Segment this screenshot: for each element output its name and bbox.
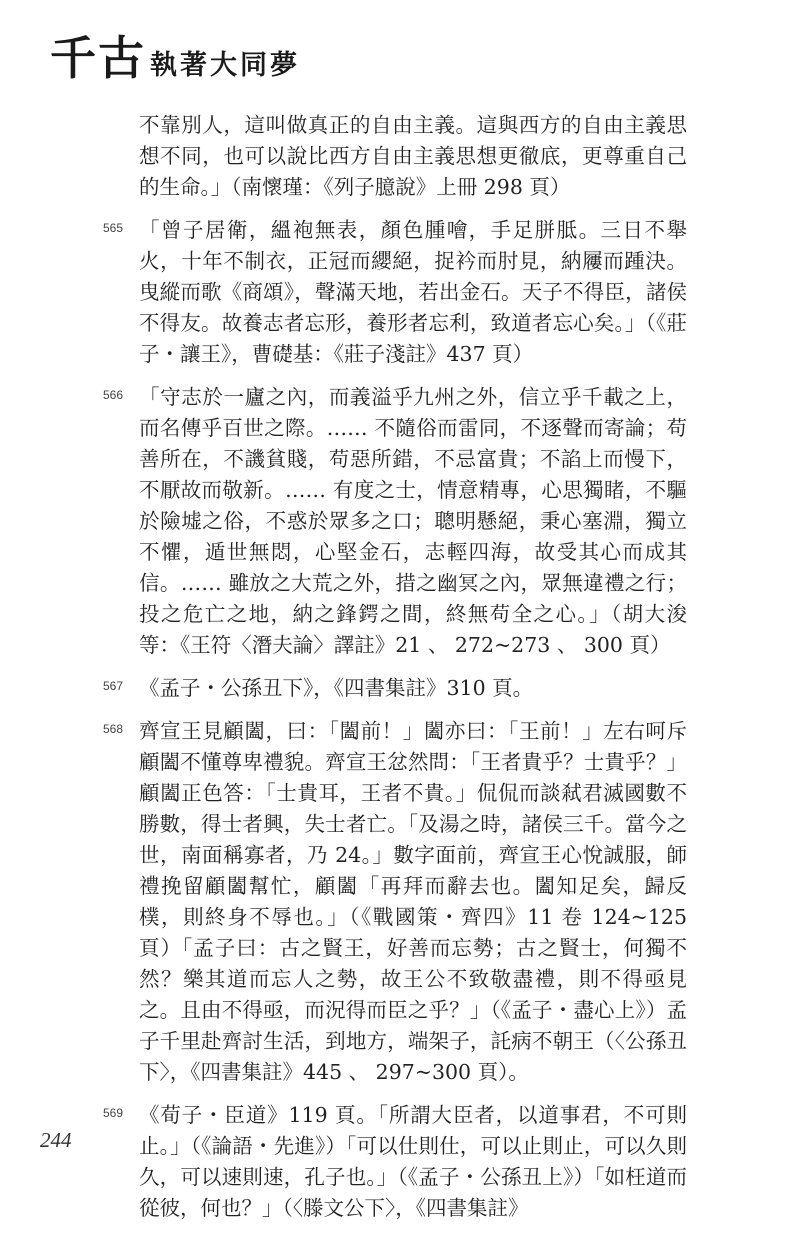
running-header xyxy=(50,24,300,84)
book-title-sub: 執著大同夢 xyxy=(150,50,300,81)
footnote-number: 566 xyxy=(103,388,124,402)
footnote-568 xyxy=(103,716,687,1088)
footnote-569 xyxy=(103,1100,687,1224)
footnote-text: 「曾子居衛，縕袍無表，顏色腫噲，手足胼胝。三日不舉火，十年不制衣，正冠而纓絕，捉衿而肘見，納屨而踵決。曳縱而歌《商頌》，聲滿天地，若出金石。天子不得臣，諸侯不得友。故養志者忘形，養形者忘利，致道者忘心矣。」（《莊子・讓王》，曹礎基：《莊子淺註》437 頁） xyxy=(139,218,687,366)
footnote-text: 《荀子・臣道》119 頁。「所謂大臣者，以道事君，不可則止。」（《論語・先進》）「可以仕則仕，可以止則止，可以久則久，可以速則速，孔子也。」（《孟子・公孫丑上》）「如枉道而從彼，何也？」（〈滕文公下〉，《四書集註》 xyxy=(139,1103,687,1220)
footnote-number: 565 xyxy=(103,221,124,235)
footnote-text: 齊宣王見顧闔，曰：「闔前！」闔亦曰：「王前！」左右呵斥顧闔不懂尊卑禮貌。齊宣王忿然問：「王者貴乎？士貴乎？」顧闔正色答：「士貴耳，王者不貴。」侃侃而談弒君滅國數不勝數，得士者興，失士者亡。「及湯之時，諸侯三千。當今之世，南面稱寡者，乃 24。」數字面前，齊宣王心悅誠服，師禮挽留顧闔幫忙，顧闔「再拜而辭去也。闔知足矣，歸反樸，則終身不辱也。」（《戰國策・齊四》11 卷 124~125 頁）「孟子曰：古之賢王，好善而忘勢；古之賢士，何獨不然？樂其道而忘人之勢，故王公不致敬盡禮，則不得亟見之。且由不得亟，而況得而臣之乎？」（《孟子・盡心上》）孟子千里赴齊討生活，到地方，端架子，託病不朝王（〈公孫丑下〉，《四書集註》445 、 297~300 頁）。 xyxy=(139,719,687,1084)
footnote-566 xyxy=(103,382,687,661)
book-title-main: 千古 xyxy=(50,31,146,85)
footnote-text: 「守志於一廬之內，而義溢乎九州之外，信立乎千載之上，而名傳乎百世之際。…… 不隨俗而雷同，不逐聲而寄論；苟善所在，不譏貧賤，苟惡所錯，不忌富貴；不諂上而慢下，不厭故而敬新。…… 有度之士，情意精專，心思獨睹，不驅於險墟之俗，不惑於眾多之口；聰明懸絕，秉心塞淵，獨立不懼，遁世無悶，心堅金石，志輕四海，故受其心而成其信。…… 雖放之大荒之外，措之幽冥之內，眾無違禮之行；投之危亡之地，納之鋒鍔之間，終無苟全之心。」（胡大浚等：《王符〈潛夫論〉譯註》21 、 272~273 、 300 頁） xyxy=(139,385,687,657)
footnote-continuation xyxy=(139,110,687,203)
footnote-number: 569 xyxy=(103,1106,124,1120)
footnotes-body xyxy=(103,110,687,1236)
footnote-number: 568 xyxy=(103,722,124,736)
footnote-565 xyxy=(103,215,687,370)
footnote-number: 567 xyxy=(103,679,124,693)
footnote-567 xyxy=(103,673,687,704)
footnote-text: 《孟子・公孫丑下》，《四書集註》310 頁。 xyxy=(139,676,534,700)
page-number: 244 xyxy=(40,1128,72,1152)
footnote-text: 不靠別人，這叫做真正的自由主義。這與西方的自由主義思想不同，也可以說比西方自由主義思想更徹底，更尊重自己的生命。」（南懷瑾：《列子臆說》上冊 298 頁） xyxy=(139,113,687,199)
